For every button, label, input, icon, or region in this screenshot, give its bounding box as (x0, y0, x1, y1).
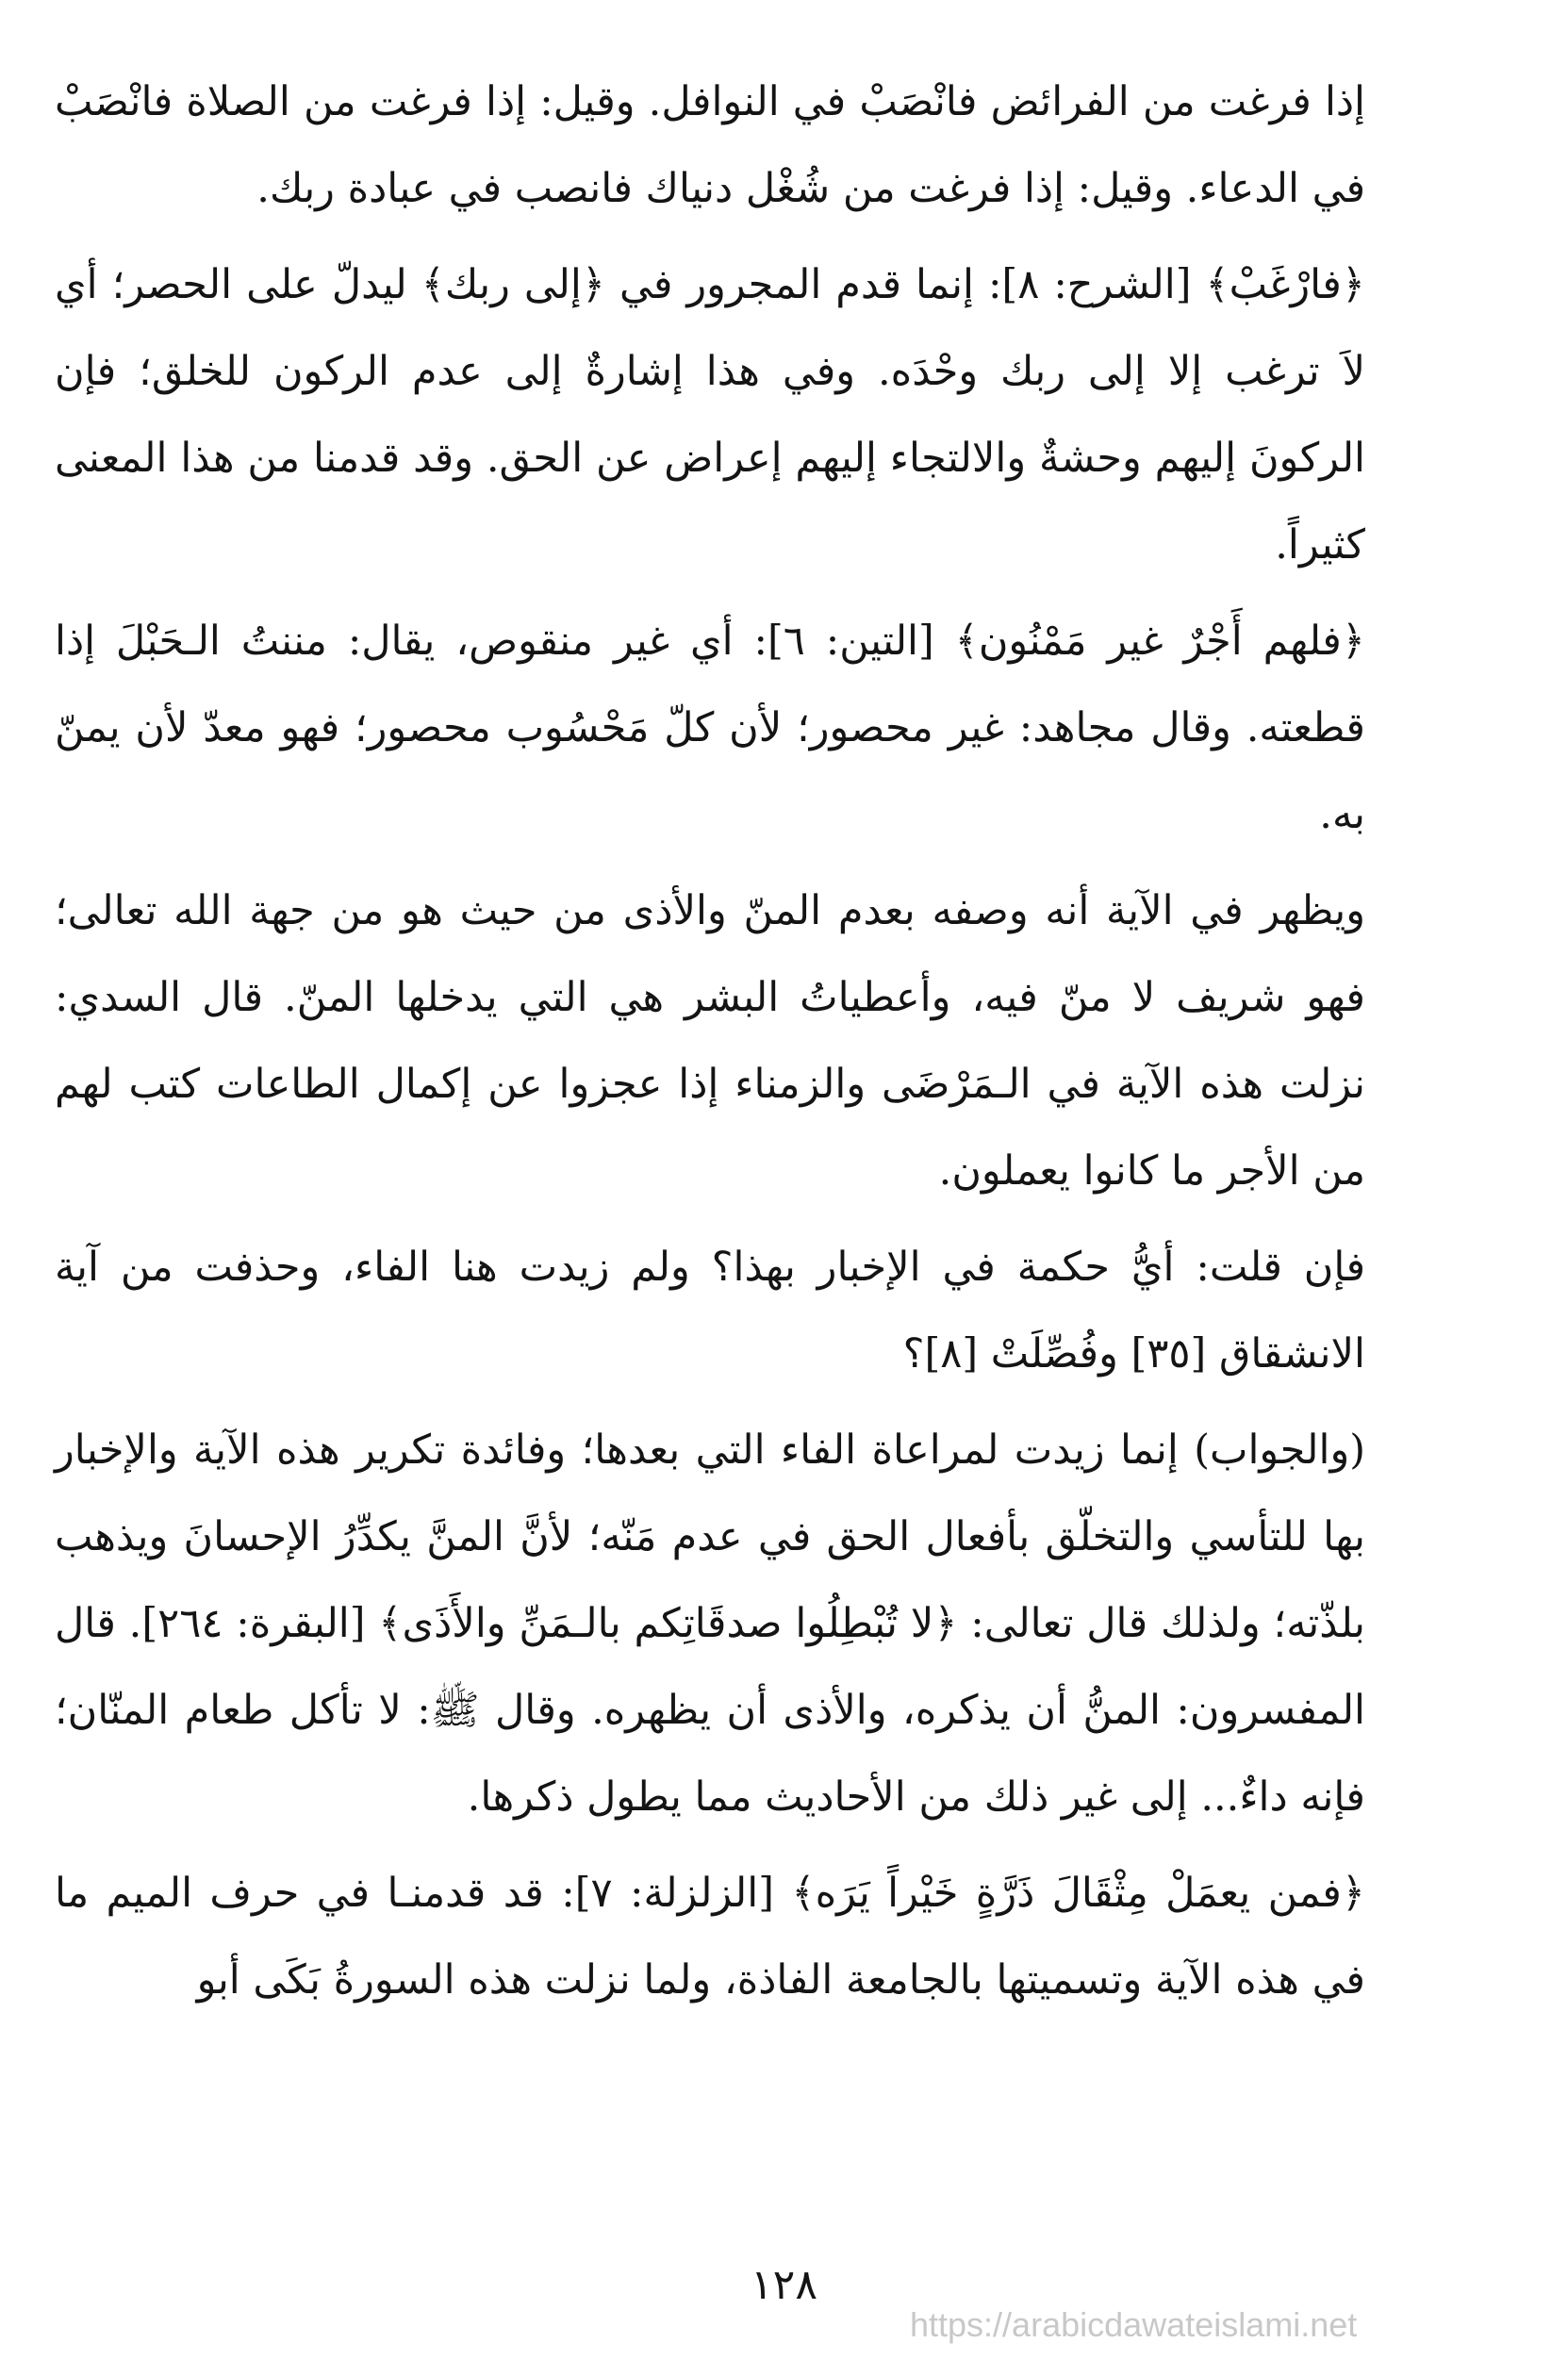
paragraph-6: (والجواب) إنما زيدت لمراعاة الفاء التي بعدها؛ وفائدة تكرير هذه الآية والإخبار بها للتأسي والتخلّق بأفعال الحق في عدم مَنّه؛ لأنَّ المنَّ يكدِّرُ الإحسانَ ويذهب بلذّته؛ ولذلك قال تعالى: ﴿لا تُبْطِلُوا صدقَاتِكم بالـمَنِّ والأَذَى﴾ [البقرة: ٢٦٤]. قال المفسرون: المنُّ أن يذكره، والأذى أن يظهره. وقال ﷺ: لا تأكل طعام المنّان؛ فإنه داءٌ... إلى غير ذلك من الأحاديث مما يطول ذكرها. (55, 1427, 1365, 1821)
paragraph-3: ﴿فلهم أَجْرٌ غير مَمْنُون﴾ [التين: ٦]: أي غير منقوص، يقال: مننتُ الـحَبْلَ إذا قطعته. وقال مجاهد: غير محصور؛ لأن كلّ مَحْسُوب محصور؛ فهو معدّ لأن يمنّ به. (55, 618, 1365, 838)
watermark-url: https://arabicdawateislami.net (910, 2305, 1358, 2344)
page-number: ١٢٨ (751, 2261, 817, 2309)
paragraph-5: فإن قلت: أيُّ حكمة في الإخبار بهذا؟ ولم زيدت هنا الفاء، وحذفت من آية الانشقاق [٣٥] وفُصِّلَتْ [٨]؟ (55, 1244, 1365, 1377)
paragraph-4: ويظهر في الآية أنه وصفه بعدم المنّ والأذى من حيث هو من جهة الله تعالى؛ فهو شريف لا منّ فيه، وأعطياتُ البشر هي التي يدخلها المنّ. قال السدي: نزلت هذه الآية في الـمَرْضَى والزمناء إذا عجزوا عن إكمال الطاعات كتب لهم من الأجر ما كانوا يعملون. (55, 887, 1365, 1195)
paragraph-2: ﴿فارْغَبْ﴾ [الشرح: ٨]: إنما قدم المجرور في ﴿إلى ربك﴾ ليدلّ على الحصر؛ أي لاَ ترغب إلا إلى ربك وحْدَه. وفي هذا إشارةٌ إلى عدم الركون للخلق؛ فإن الركونَ إليهم وحشةٌ والالتجاء إليهم إعراض عن الحق. وقد قدمنا من هذا المعنى كثيراً. (55, 261, 1365, 569)
paragraph-7: ﴿فمن يعمَلْ مِثْقَالَ ذَرَّةٍ خَيْراً يَرَه﴾ [الزلزلة: ٧]: قد قدمنـا في حرف الميم ما في هذه الآية وتسميتها بالجامعة الفاذة، ولما نزلت هذه السورةُ بَكَى أبو (55, 1870, 1365, 2004)
page-body (55, 58, 1365, 2023)
paragraph-1: إذا فرغت من الفرائض فانْصَبْ في النوافل. وقيل: إذا فرغت من الصلاة فانْصَبْ في الدعاء. وقيل: إذا فرغت من شُغْل دنياك فانصب في عبادة ربك. (55, 78, 1365, 212)
